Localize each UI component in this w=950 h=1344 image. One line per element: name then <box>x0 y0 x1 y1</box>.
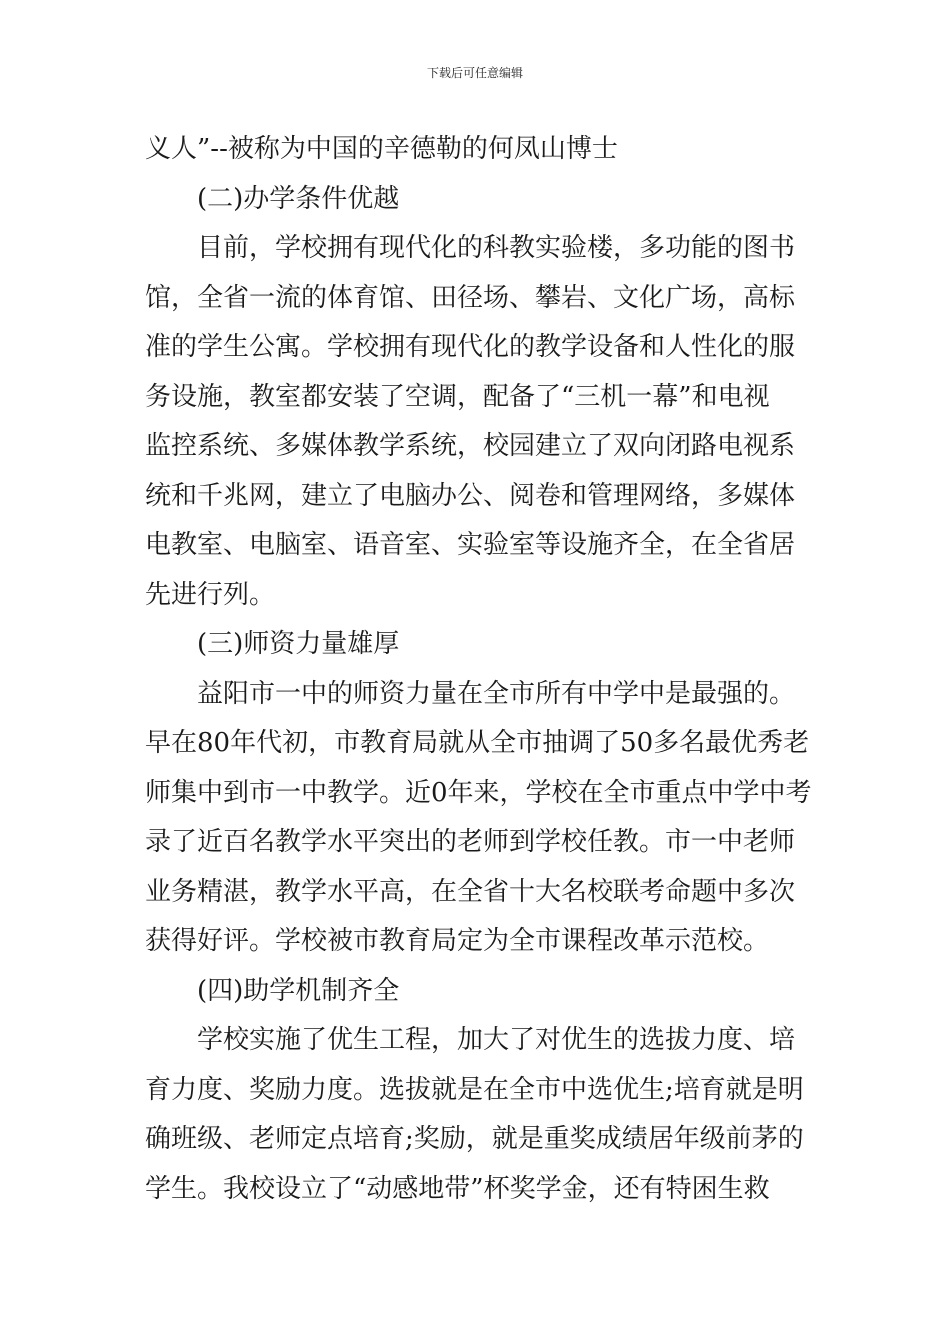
text-line: 务设施，教室都安装了空调，配备了“三机一幕”和电视 <box>145 381 770 412</box>
text-line: (三)师资力量雄厚 <box>197 629 400 659</box>
text-line: (四)助学机制齐全 <box>197 975 400 1006</box>
text-line: 目前，学校拥有现代化的科教实验楼，多功能的图书 <box>197 233 796 263</box>
text-line: (二)办学条件优越 <box>197 183 400 214</box>
text-line: 益阳市一中的师资力量在全市所有中学中是最强的。 <box>197 678 796 709</box>
text-line: 义人”--被称为中国的辛德勒的何凤山博士 <box>145 134 618 164</box>
page-header: 下载后可任意编辑 <box>426 66 523 80</box>
text-line: 获得好评。学校被市教育局定为全市课程改革示范校。 <box>145 926 770 956</box>
text-line: 电教室、电脑室、语音室、实验室等设施齐全，在全省居 <box>145 530 796 560</box>
text-line: 先进行列。 <box>145 579 276 610</box>
text-line: 录了近百名教学水平突出的老师到学校任教。市一中老师 <box>145 827 796 857</box>
text-line: 师集中到市一中教学。近0年来，学校在全市重点中学中考 <box>145 777 812 808</box>
text-line: 学生。我校设立了“动感地带”杯奖学金，还有特困生救 <box>145 1173 770 1204</box>
text-line: 业务精湛，教学水平高，在全省十大名校联考命题中多次 <box>145 876 796 907</box>
text-line: 育力度、奖励力度。选拔就是在全市中选优生;培育就是明 <box>145 1074 804 1105</box>
document-body <box>145 125 815 1214</box>
text-line: 学校实施了优生工程，加大了对优生的选拔力度、培 <box>197 1025 796 1055</box>
text-line: 馆，全省一流的体育馆、田径场、攀岩、文化广场，高标 <box>145 282 796 313</box>
text-line: 确班级、老师定点培育;奖励，就是重奖成绩居年级前茅的 <box>145 1124 804 1154</box>
text-line: 监控系统、多媒体教学系统，校园建立了双向闭路电视系 <box>145 431 796 461</box>
text-line: 早在80年代初，市教育局就从全市抽调了50多名最优秀老 <box>145 728 810 758</box>
text-line: 准的学生公寓。学校拥有现代化的教学设备和人性化的服 <box>145 332 796 362</box>
text-line: 统和千兆网，建立了电脑办公、阅卷和管理网络，多媒体 <box>145 480 796 511</box>
